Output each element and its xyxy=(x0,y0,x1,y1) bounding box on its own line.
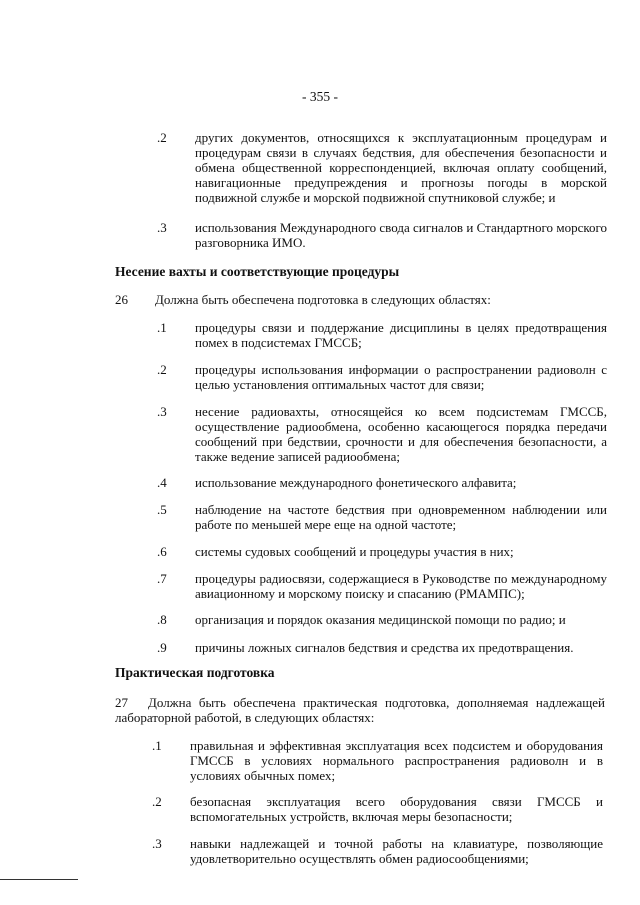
item-number: .3 xyxy=(152,836,162,851)
item-text: правильная и эффективная эксплуатация всех подсистем и оборудования ГМССБ в условиях нормального распространения радиоволн и в условиях обычных помех; xyxy=(190,738,603,783)
item-text: несение радиовахты, относящейся ко всем подсистемам ГМССБ, осуществление радиообмена, особенно касающегося порядка передачи сообщений при бедствии, срочности и для обеспечения безопасности, а также ведение записей радиообмена; xyxy=(195,404,607,464)
paragraph xyxy=(115,695,605,725)
list-item xyxy=(157,220,607,250)
list-item xyxy=(157,130,607,205)
list-item xyxy=(157,320,607,350)
item-text: других документов, относящихся к эксплуатационным процедурам и процедурам связи в случаях бедствия, для обеспечения безопасности и обмена общественной корреспонденцией, включая оплату сообщений, навигационные предупреждения и прогнозы погоды в морской подвижной службе и морской подвижной спутниковой службе; и xyxy=(195,130,607,205)
item-number: .1 xyxy=(152,738,162,753)
item-number: .5 xyxy=(157,502,167,517)
item-number: .2 xyxy=(157,362,167,377)
list-item xyxy=(152,738,603,783)
item-number: .4 xyxy=(157,475,167,490)
list-item xyxy=(152,794,603,824)
paragraph-text: Должна быть обеспечена практическая подготовка, дополняемая надлежащей лабораторной работой, в следующих областях: xyxy=(115,695,605,725)
item-text: наблюдение на частоте бедствия при одновременном наблюдении или работе по меньшей мере еще на одной частоте; xyxy=(195,502,607,532)
section-heading: Несение вахты и соответствующие процедуры xyxy=(115,264,400,279)
list-item xyxy=(157,475,607,490)
list-item xyxy=(152,836,603,866)
list-item xyxy=(157,571,607,601)
item-text: использования Международного свода сигналов и Стандартного морского разговорника ИМО. xyxy=(195,220,607,250)
item-text: процедуры радиосвязи, содержащиеся в Руководстве по международному авиационному и морскому поиску и спасанию (РМАМПС); xyxy=(195,571,607,601)
item-number: .3 xyxy=(157,404,167,419)
item-number: .1 xyxy=(157,320,167,335)
item-text: процедуры использования информации о распространении радиоволн с целью установления оптимальных частот для связи; xyxy=(195,362,607,392)
item-number: .7 xyxy=(157,571,167,586)
paragraph-number: 27 xyxy=(115,695,128,710)
item-text: системы судовых сообщений и процедуры участия в них; xyxy=(195,544,514,559)
item-text: навыки надлежащей и точной работы на клавиатуре, позволяющие удовлетворительно осуществлять обмен радиосообщениями; xyxy=(190,836,603,866)
item-text: организация и порядок оказания медицинской помощи по радио; и xyxy=(195,612,566,627)
item-number: .9 xyxy=(157,640,167,655)
footnote-rule xyxy=(0,879,78,880)
page-number: - 355 - xyxy=(302,89,338,104)
item-text: причины ложных сигналов бедствия и средства их предотвращения. xyxy=(195,640,574,655)
item-number: .2 xyxy=(152,794,162,809)
list-item xyxy=(157,362,607,392)
list-item xyxy=(157,404,607,464)
paragraph-number: 26 xyxy=(115,292,128,307)
section-heading: Практическая подготовка xyxy=(115,665,275,680)
item-number: .6 xyxy=(157,544,167,559)
item-text: процедуры связи и поддержание дисциплины в целях предотвращения помех в подсистемах ГМССБ; xyxy=(195,320,607,350)
list-item xyxy=(157,502,607,532)
list-item xyxy=(157,544,607,559)
paragraph xyxy=(115,292,605,307)
list-item xyxy=(157,612,607,627)
list-item xyxy=(157,640,607,655)
item-number: .2 xyxy=(157,130,167,145)
paragraph-text: Должна быть обеспечена подготовка в следующих областях: xyxy=(155,292,491,307)
item-number: .3 xyxy=(157,220,167,235)
item-number: .8 xyxy=(157,612,167,627)
item-text: использование международного фонетического алфавита; xyxy=(195,475,517,490)
item-text: безопасная эксплуатация всего оборудования связи ГМССБ и вспомогательных устройств, включая меры безопасности; xyxy=(190,794,603,824)
